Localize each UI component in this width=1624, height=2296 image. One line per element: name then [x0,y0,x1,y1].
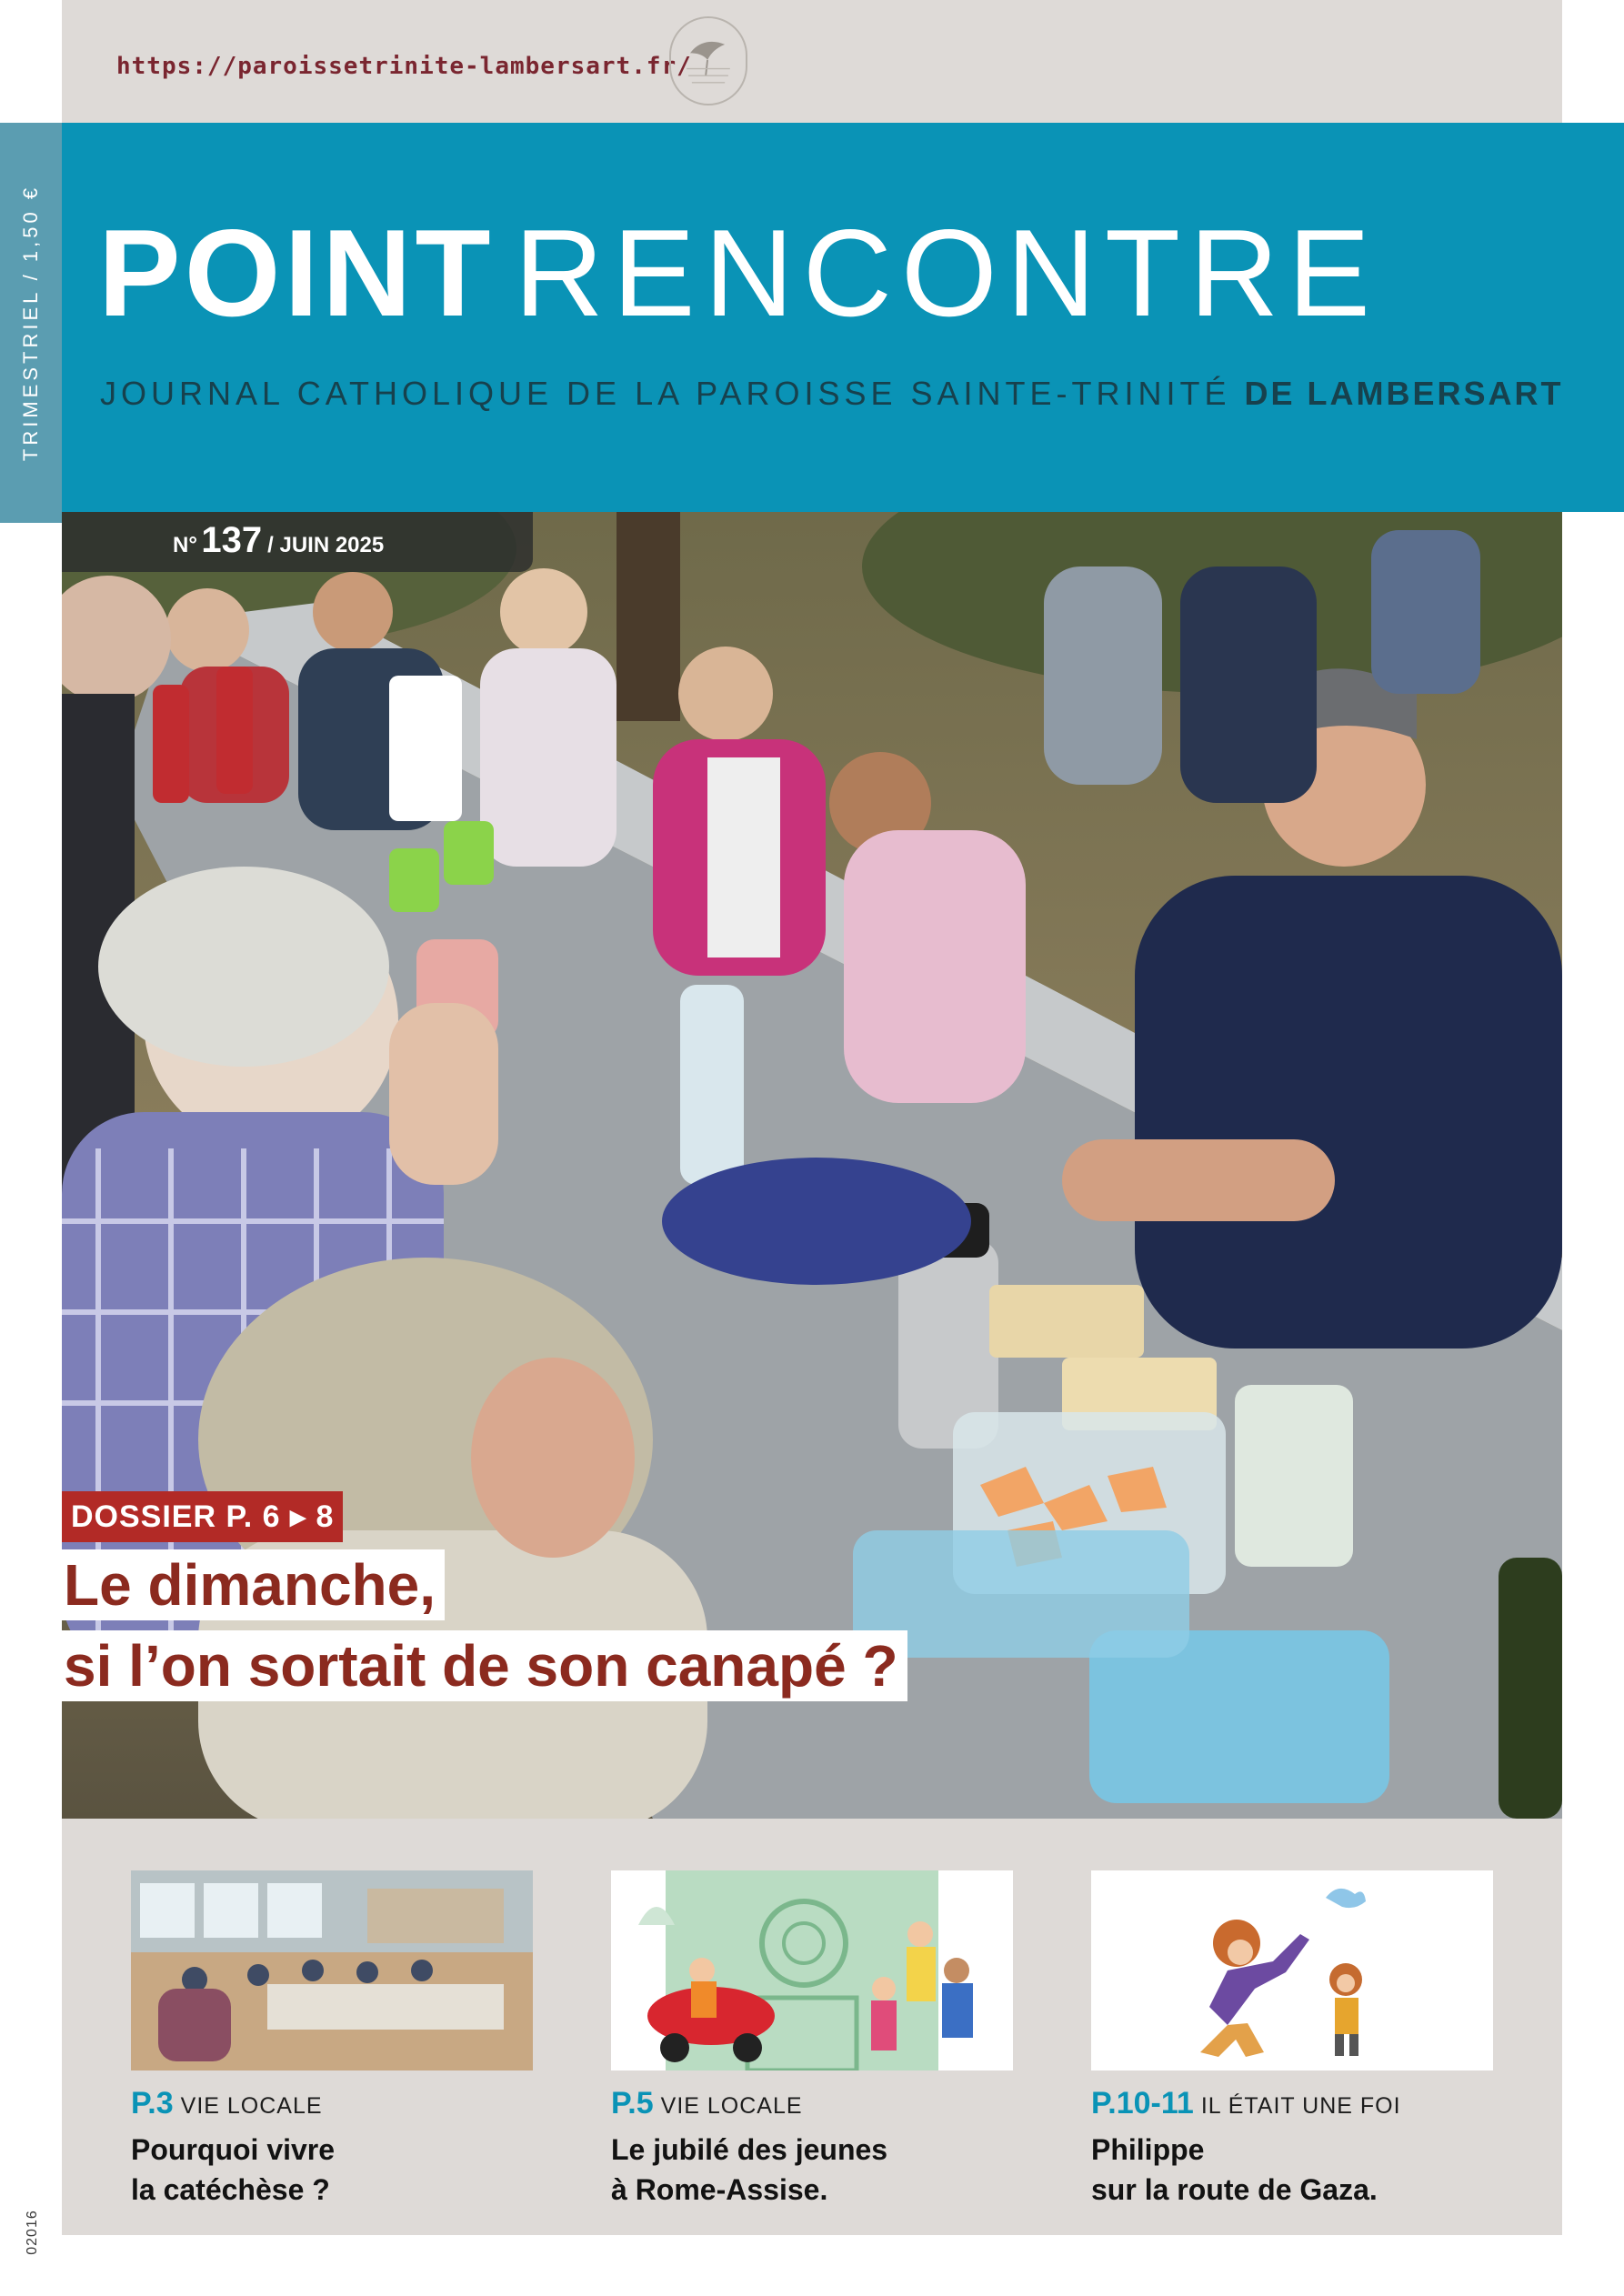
frequency-price-label: TRIMESTRIEL / 1,50 € [19,184,42,462]
parish-seal-logo [669,16,747,105]
journal-subtitle [100,375,1564,413]
teaser-3-header [1091,2086,1401,2121]
teaser-2-header [611,2086,803,2121]
title-light-word: RENCONTRE [514,204,1379,342]
teaser-3-section: IL ÉTAIT UNE FOI [1200,2093,1401,2119]
subtitle-bold: DE LAMBERSART [1244,375,1564,412]
teaser-1-page: P.3 [131,2086,174,2121]
teaser-2-section: VIE LOCALE [660,2093,803,2119]
publication-code: 02016 [25,2210,40,2255]
issue-number: 137 [201,520,263,560]
dossier-tag[interactable]: DOSSIER P. 6 ▸ 8 [62,1491,343,1542]
website-url-link[interactable]: https://paroissetrinite-lambersart.fr/ [116,53,692,80]
issue-number-date [173,520,384,561]
issue-prefix: N° [173,533,197,557]
teaser-3-title[interactable]: Philippe sur la route de Gaza. [1091,2133,1378,2206]
journal-title [98,204,1379,342]
jubilee-illustration-thumbnail[interactable] [611,1870,1013,2070]
headline-line-1[interactable]: Le dimanche, [62,1549,445,1620]
headline-line-2[interactable]: si l’on sortait de son canapé ? [62,1630,907,1701]
issue-date: / JUIN 2025 [267,533,385,557]
teaser-1-title[interactable]: Pourquoi vivre la catéchèse ? [131,2133,336,2206]
catechesis-photo-thumbnail[interactable] [131,1870,533,2070]
teaser-2-title[interactable]: Le jubilé des jeunes à Rome-Assise. [611,2133,888,2206]
cover-photo-picnic [62,512,1562,1819]
philippe-illustration-thumbnail[interactable] [1091,1870,1493,2070]
teaser-1-header [131,2086,323,2121]
subtitle-main: JOURNAL CATHOLIQUE DE LA PAROISSE SAINTE-TRINITÉ [100,375,1231,412]
teaser-2-page: P.5 [611,2086,654,2121]
teaser-1-section: VIE LOCALE [180,2093,323,2119]
title-bold-word: POINT [98,204,495,342]
teaser-3-page: P.10-11 [1091,2086,1194,2121]
